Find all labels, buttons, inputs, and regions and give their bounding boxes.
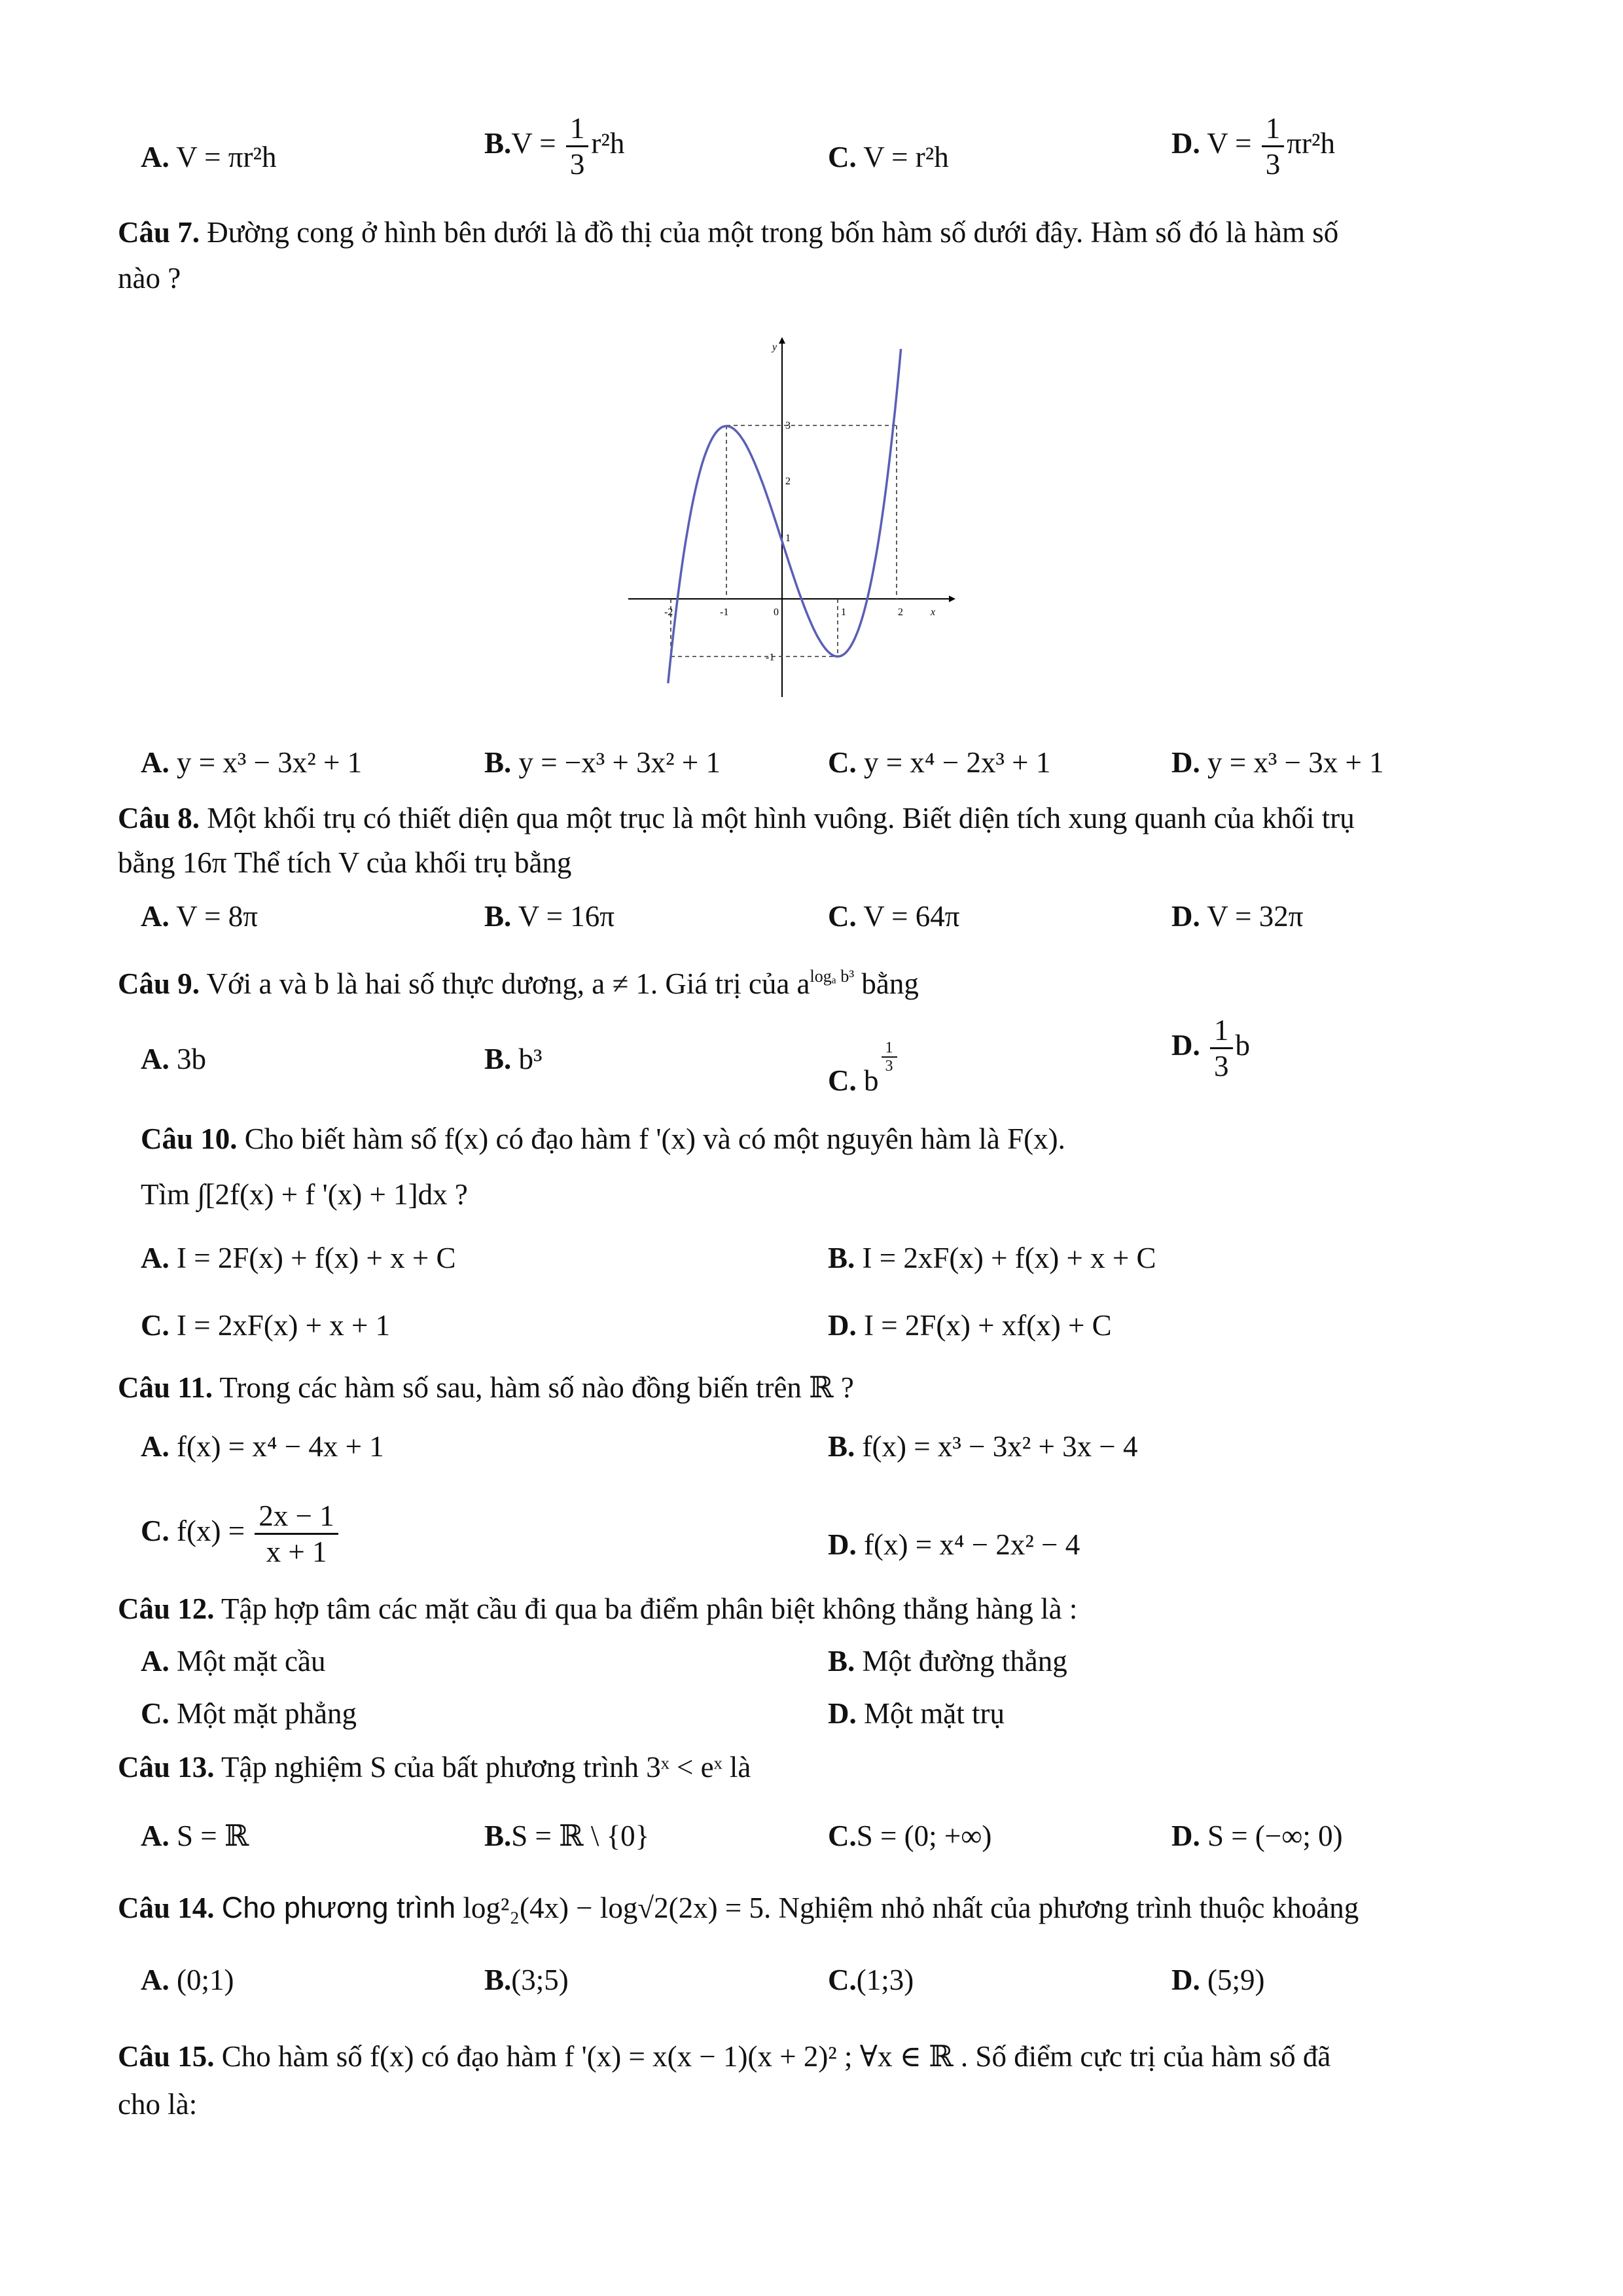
q10-text-line2: Tìm ∫[2f(x) + f '(x) + 1]dx ? <box>141 1178 468 1211</box>
q7-text-line2: nào ? <box>118 262 181 295</box>
q7-option-b: B. y = −x³ + 3x² + 1 <box>484 746 721 779</box>
q8-text-line1: Câu 8. Một khối trụ có thiết diện qua một trục là một hình vuông. Biết diện tích xung quanh của khối trụ <box>118 802 1355 834</box>
q10-option-d: D. I = 2F(x) + xf(x) + C <box>828 1309 1112 1342</box>
q11-option-d: D. f(x) = x⁴ − 2x² − 4 <box>828 1528 1080 1561</box>
q7-text-line1: Câu 7. Đường cong ở hình bên dưới là đồ thị của một trong bốn hàm số dưới đây. Hàm số đó là hàm số <box>118 216 1339 249</box>
q13-option-b: B.S = ℝ \ {0} <box>484 1820 650 1852</box>
tick-x-0: 0 <box>774 607 779 618</box>
q7-option-d: D. y = x³ − 3x + 1 <box>1171 746 1384 779</box>
q12-option-b: B. Một đường thẳng <box>828 1645 1067 1677</box>
q9-option-b: B. b³ <box>484 1043 543 1075</box>
q10-text-line1: Câu 10. Cho biết hàm số f(x) có đạo hàm f '(x) và có một nguyên hàm là F(x). <box>141 1122 1065 1155</box>
y-axis-arrow <box>779 337 785 344</box>
q14-option-c: C.(1;3) <box>828 1964 914 1996</box>
q13-option-a: A. S = ℝ <box>141 1820 249 1852</box>
guide-lines <box>671 425 897 656</box>
q9-option-a: A. 3b <box>141 1043 206 1075</box>
q13-option-c: C.S = (0; +∞) <box>828 1820 992 1852</box>
q12-option-d: D. Một mặt trụ <box>828 1697 1005 1730</box>
q6-option-c: C. V = r²h <box>828 141 949 173</box>
q9-text: Câu 9. Với a và b là hai số thực dương, a ≠ 1. Giá trị của $a^{log_a b^3}$ bằng <box>118 967 919 1000</box>
q11-option-c: C. f(x) = $\frac{2x - 1}{x + 1}$ <box>141 1499 341 1569</box>
tick-y-neg1: -1 <box>766 652 775 663</box>
q7-function-graph <box>628 337 969 704</box>
q11-option-a: A. f(x) = x⁴ − 4x + 1 <box>141 1430 384 1463</box>
q7-option-a: A. y = x³ − 3x² + 1 <box>141 746 363 779</box>
x-axis-label: x <box>931 607 936 618</box>
q13-text: Câu 13. Tập nghiệm S của bất phương trình 3ˣ < eˣ là <box>118 1751 751 1784</box>
q11-text: Câu 11. Trong các hàm số sau, hàm số nào đồng biến trên ℝ ? <box>118 1371 854 1404</box>
q14-text: Câu 14. Cho phương trình log²₂(4x) − log√2(2x) = 5. Nghiệm nhỏ nhất của phương trình thuộc khoảng <box>118 1891 1359 1924</box>
q9-option-d: D. $\frac{1}{3}$ b <box>1171 1014 1250 1083</box>
q6-option-d: D. V = $\frac{1}{3}$ πr²h <box>1171 112 1335 181</box>
q15-text-line2: cho là: <box>118 2088 198 2121</box>
q14-option-a: A. (0;1) <box>141 1964 234 1996</box>
tick-x-1: 1 <box>841 607 846 618</box>
q10-option-b: B. I = 2xF(x) + f(x) + x + C <box>828 1242 1156 1274</box>
q14-option-b: B.(3;5) <box>484 1964 569 1996</box>
tick-x-neg1: -1 <box>720 607 729 618</box>
q14-option-d: D. (5;9) <box>1171 1964 1265 1996</box>
q8-option-b: B. V = 16π <box>484 900 615 933</box>
q10-option-a: A. I = 2F(x) + f(x) + x + C <box>141 1242 456 1274</box>
q8-option-a: A. V = 8π <box>141 900 258 933</box>
x-axis-arrow <box>949 596 955 602</box>
q12-option-a: A. Một mặt cầu <box>141 1645 326 1677</box>
tick-y-2: 2 <box>785 476 791 487</box>
y-axis-label: y <box>772 342 777 353</box>
q8-option-c: C. V = 64π <box>828 900 960 933</box>
q8-text-line2: bằng 16π Thể tích V của khối trụ bằng <box>118 846 572 879</box>
tick-x-2: 2 <box>898 607 903 618</box>
q9-option-c: C. b $\frac{1}{3}$ <box>828 1039 900 1100</box>
tick-y-1: 1 <box>785 533 791 544</box>
q12-option-c: C. Một mặt phẳng <box>141 1697 357 1730</box>
q10-option-c: C. I = 2xF(x) + x + 1 <box>141 1309 391 1342</box>
q7-option-c: C. y = x⁴ − 2x³ + 1 <box>828 746 1051 779</box>
q13-option-d: D. S = (−∞; 0) <box>1171 1820 1343 1852</box>
tick-y-3: 3 <box>785 420 791 431</box>
q11-option-b: B. f(x) = x³ − 3x² + 3x − 4 <box>828 1430 1138 1463</box>
q6-option-b: B.V = $\frac{1}{3}$ r²h <box>484 112 625 181</box>
q8-option-d: D. V = 32π <box>1171 900 1304 933</box>
q6-option-a: A. V = πr²h <box>141 141 277 173</box>
tick-x-neg2: -2 <box>664 607 673 618</box>
cubic-curve <box>668 349 901 683</box>
q15-text-line1: Câu 15. Cho hàm số f(x) có đạo hàm f '(x) = x(x − 1)(x + 2)² ; ∀x ∈ ℝ . Số điểm cực trị của hàm số đã <box>118 2040 1331 2073</box>
q12-text: Câu 12. Tập hợp tâm các mặt cầu đi qua ba điểm phân biệt không thẳng hàng là : <box>118 1592 1078 1625</box>
